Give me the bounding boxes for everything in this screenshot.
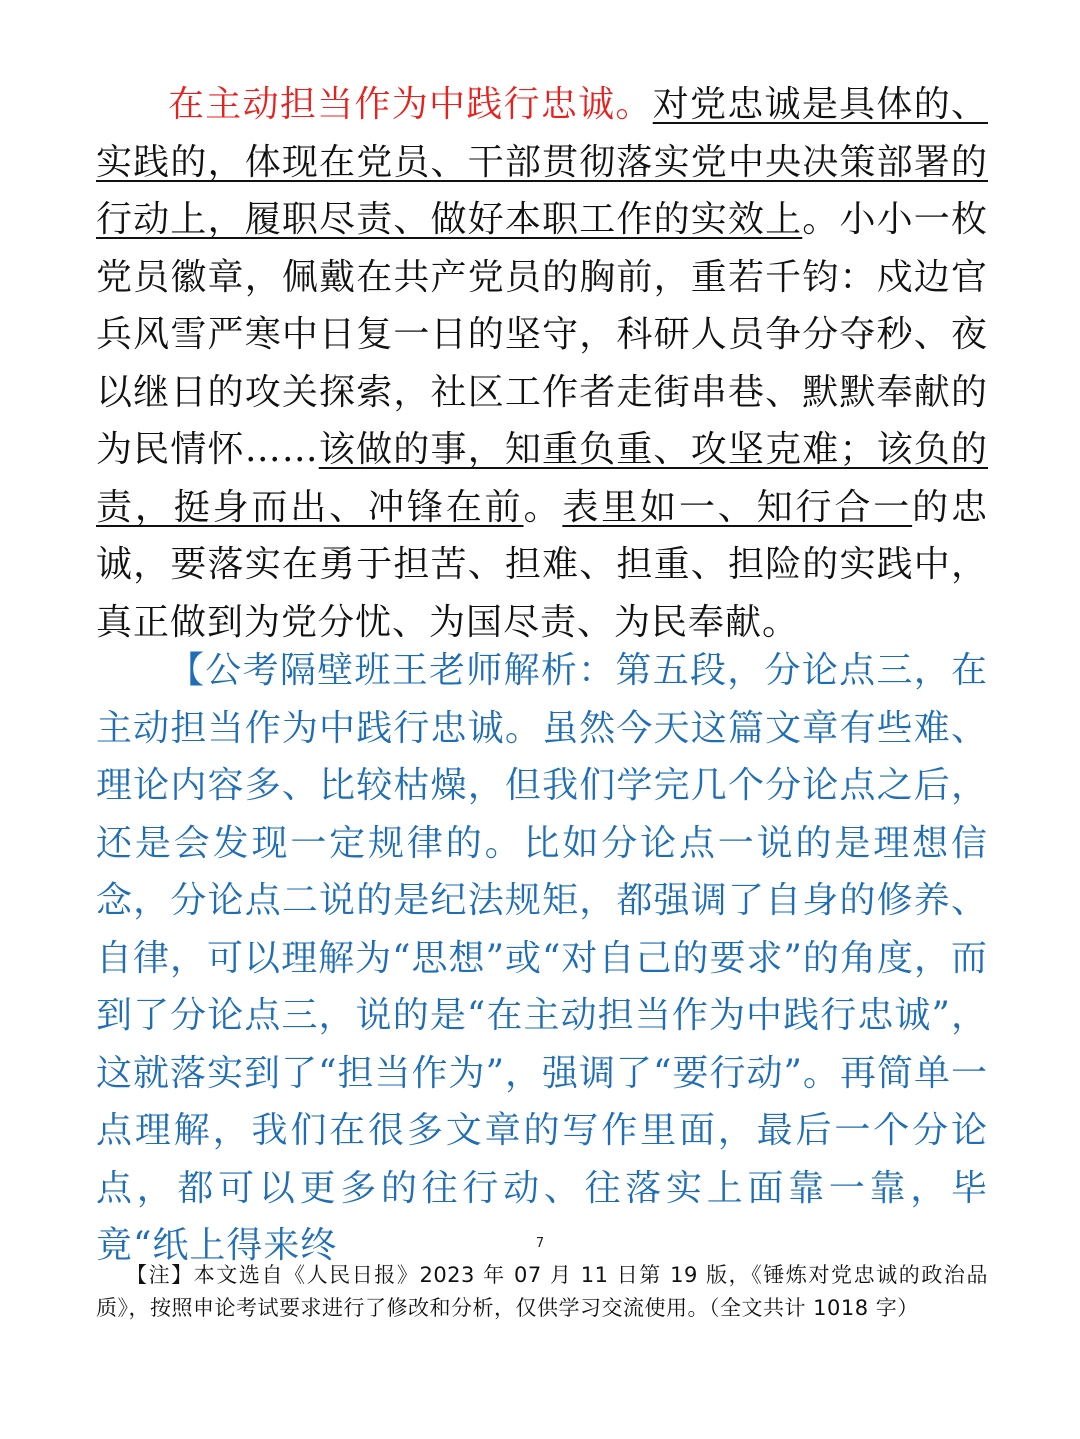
page-number: 7 xyxy=(535,1236,545,1251)
body-text: 。 xyxy=(523,486,563,528)
footnote: 【注】本文选自《人民日报》2023 年 07 月 11 日第 19 版，《锤炼对党忠诚的政治品质》，按照申论考试要求进行了修改和分析，仅供学习交流使用。（全文共计 1018 字） xyxy=(96,1263,988,1320)
body-paragraph xyxy=(96,76,988,651)
analysis-paragraph: 【公考隔壁班王老师解析：第五段，分论点三，在主动担当作为中践行忠诚。虽然今天这篇文章有些难、理论内容多、比较枯燥，但我们学完几个分论点之后，还是会发现一定规律的。比如分论点一说的是理想信念，分论点二说的是纪法规矩，都强调了自身的修养、自律，可以理解为“思想”或“对自己的要求”的角度，而到了分论点三，说的是“在主动担当作为中践行忠诚”，这就落实到了“担当作为”，强调了“要行动”。再简单一点理解，我们在很多文章的写作里面，最后一个分论点，都可以更多的往行动、往落实上面靠一靠，毕竟“纸上得来终 xyxy=(96,650,988,1266)
body-text: 的忠诚，要落实在勇于担苦、担难、担重、担险的实践中，真正做到为党分忧、为国尽责、为民奉献。 xyxy=(96,486,988,643)
section-heading: 在主动担当作为中践行忠诚。 xyxy=(168,84,653,125)
body-text: 。小小一枚党员徽章，佩戴在共产党员的胸前，重若千钧：戍边官兵风雪严寒中日复一日的坚守，科研人员争分夺秒、夜以继日的攻关探索，社区工作者走街串巷、默默奉献的为民情怀…… xyxy=(96,199,988,470)
underlined-phrase: 对党忠诚是具体的、实践的，体现在党员、干部贯彻落实党中央决策部署的行动上，履职尽责、做好本职工作的实效上 xyxy=(96,84,988,240)
underlined-phrase: 表里如一、知行合一 xyxy=(562,486,913,528)
underlined-phrase: 该做的事，知重负重、攻坚克难；该负的责，挺身而出、冲锋在前 xyxy=(96,429,988,528)
